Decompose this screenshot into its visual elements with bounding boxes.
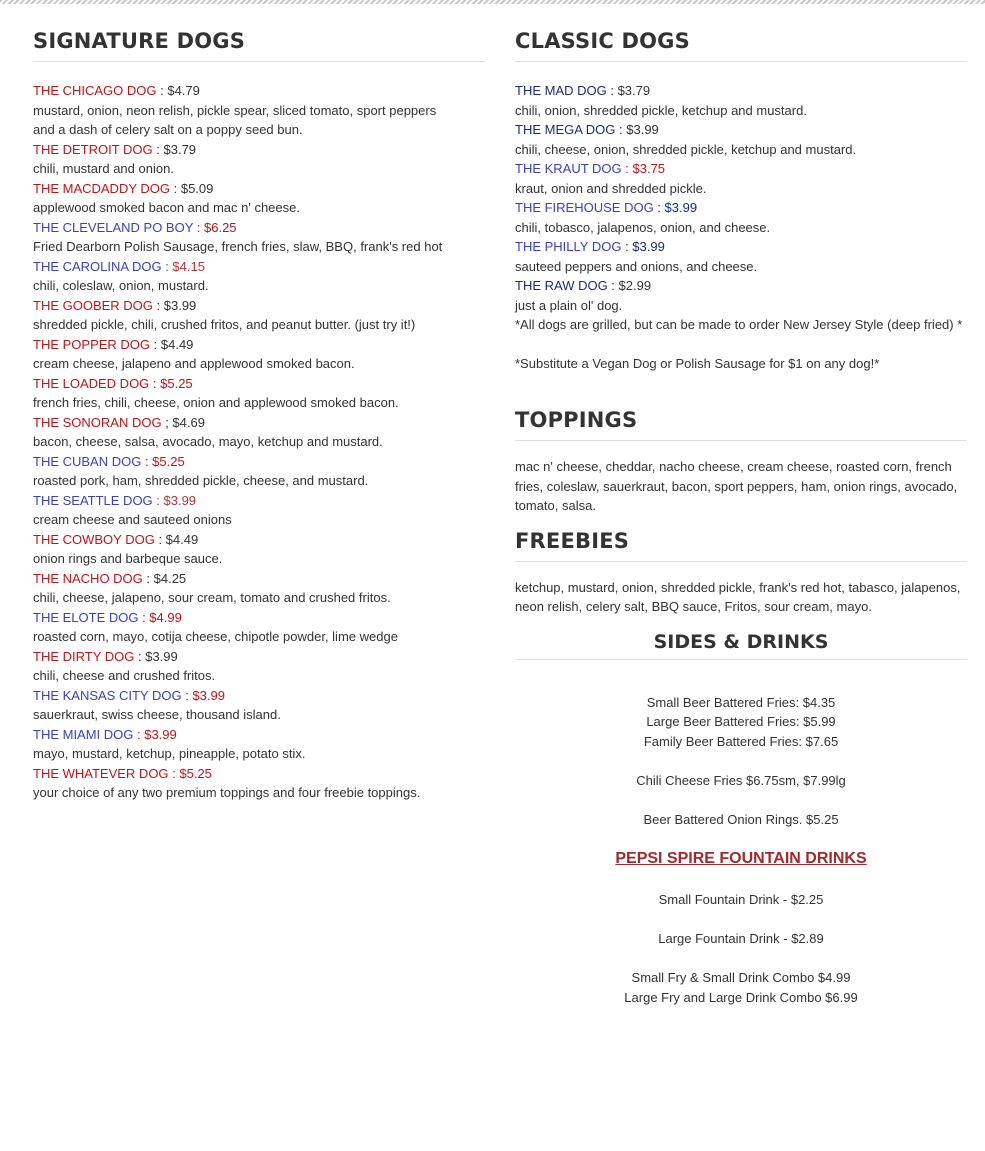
item-name: THE DIRTY DOG <box>33 648 135 664</box>
menu-item-raw <box>515 276 967 315</box>
item-name: THE PHILLY DOG <box>515 239 622 254</box>
item-name: THE LOADED DOG <box>33 375 150 391</box>
item-price: : $3.99 <box>152 492 197 508</box>
item-name: THE FIREHOUSE DOG <box>515 200 654 215</box>
menu-item-whatever <box>33 764 485 803</box>
grilled-note: *All dogs are grilled, but can be made to order New Jersey Style (deep fried) * <box>515 317 963 332</box>
item-description: chili, mustard and onion. <box>33 161 174 176</box>
item-name: THE CLEVELAND PO BOY <box>33 219 194 235</box>
item-price: : $5.25 <box>149 375 193 391</box>
item-name: THE POPPER DOG <box>33 336 151 352</box>
item-description: shredded pickle, chili, crushed fritos, and peanut butter. (just try it!) <box>33 317 416 332</box>
item-description: mustard, onion, neon relish, pickle spear, sliced tomato, sport peppers <box>33 102 437 118</box>
small-fountain-drink: Small Fountain Drink - $2.25 <box>658 892 824 907</box>
item-description: Fried Dearborn Polish Sausage, french fries, slaw, BBQ, frank's red hot <box>33 239 443 254</box>
menu-item-kraut <box>515 159 967 198</box>
item-price: : $5.25 <box>141 453 185 469</box>
item-description: chili, cheese, jalapeno, sour cream, tomato and crushed fritos. <box>33 590 391 605</box>
classic-dogs-column <box>515 28 967 1007</box>
menu-item-chicago <box>33 81 485 140</box>
item-name: THE MAD DOG <box>515 83 607 98</box>
item-name: THE MEGA DOG <box>515 122 616 137</box>
item-description: cream cheese, jalapeno and applewood smoked bacon. <box>33 356 355 371</box>
item-price: : $4.49 <box>150 336 194 352</box>
menu-item-seattle <box>33 491 485 530</box>
small-fries: Small Beer Battered Fries: $4.35 <box>646 694 836 710</box>
signature-dogs-list <box>33 81 485 803</box>
menu-item-cleveland <box>33 218 485 257</box>
family-fries: Family Beer Battered Fries: $7.65 <box>643 733 839 749</box>
item-price: : $5.09 <box>170 180 214 196</box>
menu-item-kansas-city <box>33 686 485 725</box>
item-description: chili, onion, shredded pickle, ketchup and mustard. <box>515 102 807 118</box>
item-name: THE DETROIT DOG <box>33 141 153 157</box>
item-price: : $2.99 <box>607 278 652 293</box>
item-description: chili, cheese and crushed fritos. <box>33 668 216 683</box>
menu-item-firehouse <box>515 198 967 237</box>
item-name: THE WHATEVER DOG <box>33 765 169 781</box>
menu-item-cuban <box>33 452 485 491</box>
item-description: applewood smoked bacon and mac n' cheese. <box>33 200 300 215</box>
item-description: roasted corn, mayo, cotija cheese, chipotle powder, lime wedge <box>33 629 398 644</box>
item-name: THE SONORAN DOG <box>33 414 162 430</box>
chili-cheese-fries: Chili Cheese Fries $6.75sm, $7.99lg <box>636 772 846 788</box>
large-fries: Large Beer Battered Fries: $5.99 <box>646 714 836 729</box>
menu-item-sonoran <box>33 413 485 452</box>
item-price: : $4.15 <box>161 258 205 274</box>
item-price: : $3.99 <box>615 122 659 137</box>
sides-drinks-section <box>515 629 967 1008</box>
item-description: sauerkraut, swiss cheese, thousand island. <box>33 707 281 722</box>
item-description-line2: and a dash of celery salt on a poppy seed bun. <box>33 122 303 137</box>
small-combo: Small Fry & Small Drink Combo $4.99 <box>631 970 851 985</box>
classic-dogs-title: CLASSIC DOGS <box>515 28 967 62</box>
freebies-section <box>515 528 967 617</box>
toppings-list: mac n' cheese, cheddar, nacho cheese, cream cheese, roasted corn, french fries, coleslaw, sauerkraut, bacon, sport peppers, ham, onion rings, avocado, tomato, salsa. <box>515 459 958 513</box>
item-name: THE MACDADDY DOG <box>33 180 170 196</box>
item-price: : $3.99 <box>152 297 197 313</box>
toppings-section <box>515 407 967 516</box>
item-description: just a plain ol' dog. <box>515 297 623 313</box>
item-description: roasted pork, ham, shredded pickle, cheese, and mustard. <box>33 473 369 488</box>
freebies-title: FREEBIES <box>515 528 967 562</box>
item-price: : $3.99 <box>134 648 178 664</box>
menu-item-loaded <box>33 374 485 413</box>
menu-item-nacho <box>33 569 485 608</box>
item-price: : $4.49 <box>154 531 199 547</box>
item-price: : $4.99 <box>138 609 182 625</box>
item-description: bacon, cheese, salsa, avocado, mayo, ketchup and mustard. <box>33 434 383 449</box>
item-price: : $3.75 <box>621 161 666 176</box>
item-description: your choice of any two premium toppings and four freebie toppings. <box>33 785 421 800</box>
item-description: mayo, mustard, ketchup, pineapple, potato stix. <box>33 746 306 761</box>
item-price: ; $4.69 <box>161 414 205 430</box>
menu-item-mega <box>515 120 967 159</box>
item-price: : $3.99 <box>621 239 665 254</box>
item-description: kraut, onion and shredded pickle. <box>515 180 707 196</box>
item-price: : $5.25 <box>168 765 212 781</box>
signature-dogs-column <box>33 28 485 803</box>
item-price: : $3.79 <box>152 141 197 157</box>
item-description: french fries, chili, cheese, onion and applewood smoked bacon. <box>33 395 399 410</box>
menu-item-detroit <box>33 140 485 179</box>
classic-dogs-list <box>515 81 967 393</box>
menu-item-philly <box>515 237 967 276</box>
menu-item-goober <box>33 296 485 335</box>
item-name: THE KANSAS CITY DOG <box>33 687 182 703</box>
menu-item-miami <box>33 725 485 764</box>
menu-item-popper <box>33 335 485 374</box>
signature-dogs-title: SIGNATURE DOGS <box>33 28 485 62</box>
top-pattern-strip <box>0 0 985 4</box>
menu-item-carolina <box>33 257 485 296</box>
menu-item-macdaddy <box>33 179 485 218</box>
item-description: chili, coleslaw, onion, mustard. <box>33 278 209 293</box>
item-price: : $6.25 <box>193 219 237 235</box>
menu-item-elote <box>33 608 485 647</box>
large-fountain-drink: Large Fountain Drink - $2.89 <box>658 931 824 946</box>
item-name: THE CHICAGO DOG <box>33 83 157 98</box>
item-description: cream cheese and sauteed onions <box>33 512 232 527</box>
item-name: THE CAROLINA DOG <box>33 258 162 274</box>
menu-item-cowboy <box>33 530 485 569</box>
item-name: THE KRAUT DOG <box>515 161 622 176</box>
toppings-title: TOPPINGS <box>515 407 967 441</box>
item-description: chili, tobasco, jalapenos, onion, and cheese. <box>515 219 771 235</box>
item-name: THE NACHO DOG <box>33 570 143 586</box>
pepsi-drinks-heading: PEPSI SPIRE FOUNTAIN DRINKS <box>615 850 867 867</box>
substitute-note: *Substitute a Vegan Dog or Polish Sausage for $1 on any dog!* <box>515 356 880 371</box>
large-combo: Large Fry and Large Drink Combo $6.99 <box>624 989 858 1005</box>
item-name: THE COWBOY DOG <box>33 531 155 547</box>
menu-item-mad <box>515 81 967 120</box>
sides-drinks-title: SIDES & DRINKS <box>515 629 967 660</box>
menu-item-dirty <box>33 647 485 686</box>
item-price: : $4.79 <box>156 83 200 98</box>
item-name: THE GOOBER DOG <box>33 297 153 313</box>
item-name: THE CUBAN DOG <box>33 453 142 469</box>
item-description: sauteed peppers and onions, and cheese. <box>515 258 758 274</box>
freebies-list: ketchup, mustard, onion, shredded pickle, frank's red hot, tabasco, jalapenos, neon relish, celery salt, BBQ sauce, Fritos, sour cream, mayo. <box>515 579 961 614</box>
item-name: THE SEATTLE DOG <box>33 492 153 508</box>
item-name: THE MIAMI DOG <box>33 726 134 742</box>
onion-rings: Beer Battered Onion Rings. $5.25 <box>643 811 839 827</box>
item-name: THE ELOTE DOG <box>33 609 139 625</box>
item-price: : $3.99 <box>653 200 698 215</box>
item-price: : $3.99 <box>181 687 225 703</box>
item-price: : $4.25 <box>142 570 187 586</box>
item-name: THE RAW DOG <box>515 278 608 293</box>
item-price: : $3.99 <box>133 726 177 742</box>
item-price: : $3.79 <box>606 83 651 98</box>
item-description: chili, cheese, onion, shredded pickle, ketchup and mustard. <box>515 141 857 157</box>
item-description: onion rings and barbeque sauce. <box>33 551 223 566</box>
